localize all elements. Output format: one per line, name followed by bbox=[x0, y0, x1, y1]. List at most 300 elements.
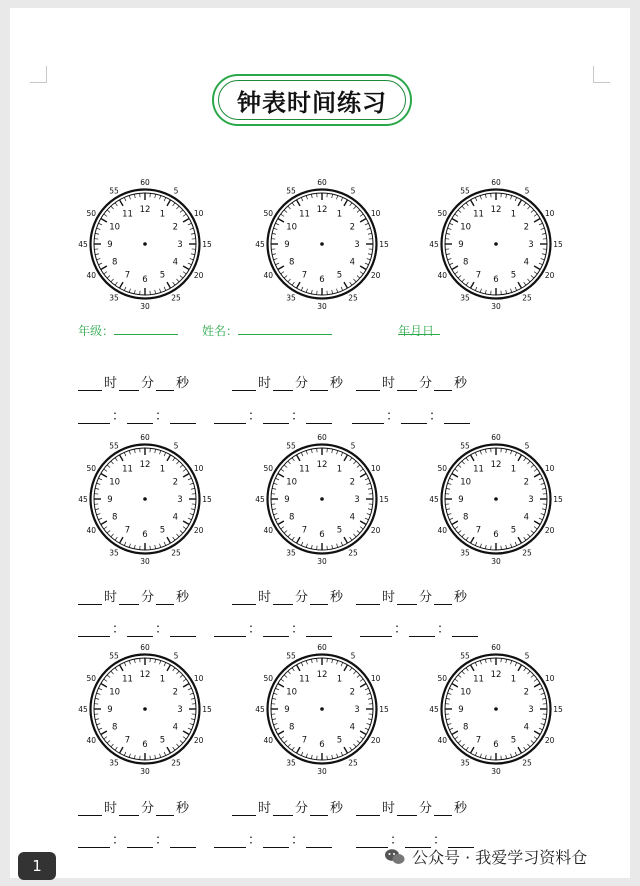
name-field bbox=[202, 322, 238, 339]
hour-label: 6 bbox=[493, 740, 499, 750]
answer-blank[interactable] bbox=[232, 590, 256, 605]
minute-label: 10 bbox=[193, 464, 204, 473]
answer-row-digital bbox=[214, 405, 332, 423]
hour-label: 11 bbox=[299, 674, 310, 685]
hour-label: 5 bbox=[159, 735, 166, 746]
minute-label: 40 bbox=[86, 526, 97, 535]
hour-label: 5 bbox=[159, 525, 166, 536]
answer-blank[interactable] bbox=[263, 622, 289, 637]
hour-label: 2 bbox=[172, 477, 179, 488]
minute-label: 15 bbox=[202, 495, 212, 504]
watermark bbox=[384, 845, 587, 868]
hour-label: 7 bbox=[301, 270, 308, 281]
hour-label: 3 bbox=[354, 495, 360, 505]
hour-label: 6 bbox=[493, 530, 499, 540]
minute-label: 15 bbox=[553, 495, 563, 504]
day-blank[interactable] bbox=[422, 322, 436, 335]
minute-label: 40 bbox=[437, 736, 448, 745]
answer-blank[interactable] bbox=[356, 590, 380, 605]
minute-label: 50 bbox=[263, 674, 274, 683]
grade-label: 年级： bbox=[78, 324, 115, 338]
minute-label: 40 bbox=[437, 271, 448, 280]
minute-label: 55 bbox=[286, 441, 296, 451]
clock-svg bbox=[78, 433, 212, 566]
answer-blank[interactable] bbox=[214, 409, 246, 424]
answer-blank[interactable] bbox=[214, 622, 246, 637]
hour-label: 8 bbox=[462, 512, 469, 523]
colon-separator: ： bbox=[390, 833, 404, 848]
minute-label: 40 bbox=[86, 271, 97, 280]
clock-center-dot bbox=[494, 707, 498, 711]
minute-label: 25 bbox=[348, 758, 358, 768]
minute-label: 25 bbox=[171, 758, 181, 768]
minute-label: 60 bbox=[491, 433, 501, 442]
hour-label: 7 bbox=[475, 270, 482, 281]
hour-label: 5 bbox=[510, 735, 517, 746]
hour-label: 10 bbox=[286, 222, 298, 233]
answer-blank[interactable] bbox=[232, 801, 256, 816]
answer-blank[interactable] bbox=[401, 409, 427, 424]
answer-blank[interactable] bbox=[356, 801, 380, 816]
minute-label: 10 bbox=[370, 464, 381, 473]
minute-label: 55 bbox=[460, 441, 470, 451]
clock-face bbox=[78, 433, 212, 566]
answer-blank[interactable] bbox=[409, 622, 435, 637]
answer-blank[interactable] bbox=[452, 622, 478, 637]
clock-face bbox=[255, 643, 389, 776]
hour-label: 11 bbox=[122, 464, 133, 475]
minute-label: 55 bbox=[109, 186, 119, 196]
hour-label: 11 bbox=[299, 464, 310, 475]
second-unit-label: 秒 bbox=[454, 801, 468, 816]
minute-label: 10 bbox=[193, 674, 204, 683]
answer-blank[interactable] bbox=[273, 801, 293, 816]
hour-label: 10 bbox=[460, 687, 472, 698]
hour-label: 9 bbox=[458, 240, 464, 250]
hour-label: 5 bbox=[510, 270, 517, 281]
answer-blank[interactable] bbox=[127, 622, 153, 637]
hour-unit-label: 时 bbox=[104, 376, 118, 391]
hour-label: 3 bbox=[177, 495, 183, 505]
minute-label: 60 bbox=[140, 643, 150, 652]
answer-blank[interactable] bbox=[352, 409, 384, 424]
minute-label: 25 bbox=[522, 758, 532, 768]
answer-blank[interactable] bbox=[397, 590, 417, 605]
colon-separator: ： bbox=[112, 833, 126, 848]
hour-label: 10 bbox=[109, 687, 121, 698]
hour-label: 4 bbox=[523, 257, 530, 268]
colon-separator: ： bbox=[155, 833, 169, 848]
hour-label: 1 bbox=[159, 464, 166, 475]
minute-label: 35 bbox=[109, 548, 119, 558]
hour-label: 6 bbox=[142, 275, 148, 285]
answer-blank[interactable] bbox=[232, 376, 256, 391]
answer-blank[interactable] bbox=[444, 409, 470, 424]
hour-label: 4 bbox=[172, 257, 179, 268]
clock-center-dot bbox=[494, 497, 498, 501]
minute-label: 15 bbox=[379, 240, 389, 249]
answer-row-hms bbox=[356, 586, 469, 604]
minute-label: 20 bbox=[544, 526, 555, 535]
hour-label: 7 bbox=[301, 735, 308, 746]
minute-label: 5 bbox=[524, 186, 530, 196]
clock-center-dot bbox=[320, 707, 324, 711]
answer-row-digital bbox=[352, 405, 470, 423]
minute-label: 30 bbox=[317, 767, 327, 776]
hour-label: 4 bbox=[523, 512, 530, 523]
minute-label: 5 bbox=[350, 186, 356, 196]
hour-label: 12 bbox=[490, 460, 502, 470]
minute-label: 25 bbox=[171, 293, 181, 303]
answer-row-digital bbox=[78, 618, 196, 636]
answer-blank[interactable] bbox=[310, 801, 328, 816]
minute-label: 10 bbox=[193, 209, 204, 218]
hour-label: 5 bbox=[510, 525, 517, 536]
answer-row-digital bbox=[214, 829, 332, 847]
clock-center-dot bbox=[143, 497, 147, 501]
answer-blank[interactable] bbox=[127, 833, 153, 848]
answer-blank[interactable] bbox=[306, 409, 332, 424]
minute-label: 30 bbox=[317, 557, 327, 566]
second-unit-label: 秒 bbox=[176, 590, 190, 605]
minute-label: 40 bbox=[437, 526, 448, 535]
hour-label: 6 bbox=[319, 530, 325, 540]
hour-label: 4 bbox=[523, 722, 530, 733]
hour-label: 5 bbox=[336, 735, 343, 746]
hour-label: 8 bbox=[462, 722, 469, 733]
answer-blank[interactable] bbox=[263, 409, 289, 424]
minute-label: 45 bbox=[255, 705, 265, 714]
minute-unit-label: 分 bbox=[419, 590, 433, 605]
hour-unit-label: 时 bbox=[258, 376, 272, 391]
hour-label: 11 bbox=[473, 209, 484, 220]
clock-svg bbox=[255, 178, 389, 311]
hour-label: 12 bbox=[139, 205, 151, 215]
hour-label: 1 bbox=[510, 464, 517, 475]
answer-row-digital bbox=[78, 405, 196, 423]
hour-unit-label: 时 bbox=[382, 376, 396, 391]
answer-blank[interactable] bbox=[78, 376, 102, 391]
colon-separator: ： bbox=[386, 409, 400, 424]
hour-label: 2 bbox=[172, 687, 179, 698]
hour-label: 4 bbox=[172, 512, 179, 523]
answer-blank[interactable] bbox=[119, 590, 139, 605]
hour-label: 10 bbox=[286, 477, 298, 488]
hour-unit-label: 时 bbox=[258, 801, 272, 816]
minute-label: 20 bbox=[193, 526, 204, 535]
minute-label: 35 bbox=[109, 758, 119, 768]
colon-separator: ： bbox=[291, 409, 305, 424]
minute-label: 55 bbox=[460, 186, 470, 196]
answer-blank[interactable] bbox=[360, 622, 392, 637]
hour-unit-label: 时 bbox=[104, 590, 118, 605]
second-unit-label: 秒 bbox=[330, 590, 344, 605]
minute-label: 40 bbox=[263, 736, 274, 745]
minute-label: 45 bbox=[78, 240, 88, 249]
hour-label: 10 bbox=[460, 477, 472, 488]
minute-label: 45 bbox=[255, 240, 265, 249]
answer-row-digital bbox=[214, 618, 332, 636]
grade-field bbox=[78, 322, 114, 339]
minute-label: 20 bbox=[544, 736, 555, 745]
minute-label: 45 bbox=[255, 495, 265, 504]
answer-blank[interactable] bbox=[434, 376, 452, 391]
minute-label: 30 bbox=[140, 767, 150, 776]
second-unit-label: 秒 bbox=[176, 376, 190, 391]
minute-label: 5 bbox=[524, 651, 530, 661]
minute-label: 10 bbox=[370, 209, 381, 218]
hour-label: 3 bbox=[354, 240, 360, 250]
minute-label: 55 bbox=[109, 441, 119, 451]
crop-mark-top-left bbox=[30, 66, 47, 83]
clock-center-dot bbox=[494, 242, 498, 246]
answer-blank[interactable] bbox=[170, 409, 196, 424]
hour-label: 11 bbox=[299, 209, 310, 220]
answer-blank[interactable] bbox=[356, 376, 380, 391]
hour-label: 6 bbox=[319, 275, 325, 285]
minute-label: 15 bbox=[202, 240, 212, 249]
colon-separator: ： bbox=[112, 409, 126, 424]
answer-blank[interactable] bbox=[78, 622, 110, 637]
answer-blank[interactable] bbox=[170, 833, 196, 848]
minute-unit-label: 分 bbox=[141, 801, 155, 816]
hour-label: 9 bbox=[284, 705, 290, 715]
minute-label: 30 bbox=[491, 767, 501, 776]
hour-label: 9 bbox=[107, 240, 113, 250]
minute-label: 20 bbox=[544, 271, 555, 280]
minute-label: 5 bbox=[350, 441, 356, 451]
grade-blank[interactable] bbox=[114, 322, 178, 335]
hour-label: 7 bbox=[124, 270, 131, 281]
answer-blank[interactable] bbox=[310, 376, 328, 391]
hour-unit-label: 时 bbox=[382, 801, 396, 816]
name-label: 姓名： bbox=[202, 324, 239, 338]
colon-separator: ： bbox=[429, 409, 443, 424]
hour-label: 8 bbox=[462, 257, 469, 268]
minute-label: 50 bbox=[86, 209, 97, 218]
second-unit-label: 秒 bbox=[330, 376, 344, 391]
minute-label: 30 bbox=[140, 302, 150, 311]
minute-label: 35 bbox=[109, 293, 119, 303]
minute-label: 60 bbox=[317, 433, 327, 442]
hour-label: 12 bbox=[490, 205, 502, 215]
answer-blank[interactable] bbox=[156, 590, 174, 605]
clock-svg bbox=[429, 643, 563, 776]
answer-blank[interactable] bbox=[119, 801, 139, 816]
hour-label: 10 bbox=[109, 477, 121, 488]
day-label: 日 bbox=[422, 324, 435, 338]
crop-mark-top-right bbox=[593, 66, 610, 83]
clock-svg bbox=[255, 643, 389, 776]
minute-label: 15 bbox=[379, 495, 389, 504]
minute-label: 60 bbox=[140, 178, 150, 187]
answer-blank[interactable] bbox=[397, 376, 417, 391]
clock-face bbox=[255, 178, 389, 311]
hour-label: 2 bbox=[172, 222, 179, 233]
hour-label: 7 bbox=[124, 735, 131, 746]
minute-label: 25 bbox=[348, 293, 358, 303]
answer-blank[interactable] bbox=[306, 833, 332, 848]
minute-unit-label: 分 bbox=[141, 590, 155, 605]
hour-label: 9 bbox=[458, 705, 464, 715]
minute-unit-label: 分 bbox=[295, 376, 309, 391]
answer-blank[interactable] bbox=[310, 590, 328, 605]
answer-blank[interactable] bbox=[156, 801, 174, 816]
hour-unit-label: 时 bbox=[104, 801, 118, 816]
page-title: 钟表时间练习 bbox=[237, 88, 387, 117]
minute-label: 40 bbox=[86, 736, 97, 745]
minute-label: 35 bbox=[286, 548, 296, 558]
minute-label: 25 bbox=[522, 293, 532, 303]
hour-label: 1 bbox=[336, 674, 343, 685]
answer-blank[interactable] bbox=[127, 409, 153, 424]
minute-label: 35 bbox=[460, 293, 470, 303]
minute-label: 15 bbox=[553, 705, 563, 714]
second-unit-label: 秒 bbox=[176, 801, 190, 816]
clock-face bbox=[78, 178, 212, 311]
hour-label: 11 bbox=[122, 674, 133, 685]
hour-label: 11 bbox=[122, 209, 133, 220]
hour-label: 2 bbox=[523, 687, 530, 698]
clock-svg bbox=[78, 643, 212, 776]
hour-label: 1 bbox=[510, 674, 517, 685]
clock-face bbox=[429, 643, 563, 776]
answer-blank[interactable] bbox=[156, 376, 174, 391]
minute-unit-label: 分 bbox=[419, 376, 433, 391]
minute-label: 20 bbox=[370, 271, 381, 280]
page-number-badge[interactable]: 1 bbox=[18, 852, 56, 880]
title-banner bbox=[212, 74, 412, 126]
hour-label: 3 bbox=[354, 705, 360, 715]
minute-label: 60 bbox=[140, 433, 150, 442]
hour-label: 8 bbox=[288, 257, 295, 268]
minute-label: 5 bbox=[173, 186, 179, 196]
hour-label: 1 bbox=[336, 464, 343, 475]
hour-label: 3 bbox=[177, 705, 183, 715]
minute-label: 55 bbox=[460, 651, 470, 661]
hour-label: 12 bbox=[316, 460, 328, 470]
hour-label: 1 bbox=[159, 674, 166, 685]
answer-row-hms bbox=[78, 586, 191, 604]
hour-label: 4 bbox=[172, 722, 179, 733]
minute-label: 35 bbox=[286, 293, 296, 303]
clock-face bbox=[255, 433, 389, 566]
answer-blank[interactable] bbox=[273, 590, 293, 605]
hour-label: 2 bbox=[523, 477, 530, 488]
hour-label: 9 bbox=[107, 495, 113, 505]
answer-blank[interactable] bbox=[263, 833, 289, 848]
answer-blank[interactable] bbox=[119, 376, 139, 391]
minute-label: 45 bbox=[78, 705, 88, 714]
hour-label: 10 bbox=[460, 222, 472, 233]
hour-label: 4 bbox=[349, 512, 356, 523]
minute-label: 25 bbox=[348, 548, 358, 558]
answer-blank[interactable] bbox=[78, 833, 110, 848]
minute-label: 40 bbox=[263, 526, 274, 535]
minute-label: 50 bbox=[263, 464, 274, 473]
hour-label: 4 bbox=[349, 257, 356, 268]
minute-label: 10 bbox=[544, 464, 555, 473]
minute-label: 60 bbox=[491, 178, 501, 187]
minute-unit-label: 分 bbox=[141, 376, 155, 391]
clock-face bbox=[429, 433, 563, 566]
hour-unit-label: 时 bbox=[382, 590, 396, 605]
minute-label: 55 bbox=[109, 651, 119, 661]
minute-label: 5 bbox=[173, 441, 179, 451]
answer-row-digital bbox=[78, 829, 196, 847]
answer-blank[interactable] bbox=[78, 590, 102, 605]
hour-label: 1 bbox=[336, 209, 343, 220]
hour-label: 11 bbox=[473, 464, 484, 475]
minute-label: 20 bbox=[370, 526, 381, 535]
answer-blank[interactable] bbox=[434, 801, 452, 816]
second-unit-label: 秒 bbox=[330, 801, 344, 816]
colon-separator: ： bbox=[291, 833, 305, 848]
minute-label: 50 bbox=[437, 464, 448, 473]
minute-label: 45 bbox=[429, 240, 439, 249]
minute-label: 60 bbox=[317, 178, 327, 187]
colon-separator: ： bbox=[155, 622, 169, 637]
colon-separator: ： bbox=[112, 622, 126, 637]
hour-label: 8 bbox=[288, 722, 295, 733]
year-label: 年 bbox=[398, 324, 411, 338]
answer-blank[interactable] bbox=[306, 622, 332, 637]
hour-label: 9 bbox=[107, 705, 113, 715]
hour-label: 7 bbox=[301, 525, 308, 536]
minute-label: 35 bbox=[460, 758, 470, 768]
minute-label: 40 bbox=[263, 271, 274, 280]
minute-label: 30 bbox=[317, 302, 327, 311]
hour-label: 12 bbox=[139, 670, 151, 680]
clock-center-dot bbox=[143, 707, 147, 711]
name-blank[interactable] bbox=[238, 322, 332, 335]
colon-separator: ： bbox=[291, 622, 305, 637]
answer-blank[interactable] bbox=[170, 622, 196, 637]
answer-row-hms bbox=[232, 586, 345, 604]
hour-label: 7 bbox=[475, 525, 482, 536]
hour-label: 4 bbox=[349, 722, 356, 733]
minute-label: 55 bbox=[286, 651, 296, 661]
minute-label: 45 bbox=[429, 495, 439, 504]
colon-separator: ： bbox=[248, 833, 262, 848]
minute-label: 30 bbox=[491, 557, 501, 566]
answer-row-hms bbox=[78, 372, 191, 390]
wechat-icon bbox=[384, 848, 406, 866]
answer-blank[interactable] bbox=[397, 801, 417, 816]
hour-label: 10 bbox=[109, 222, 121, 233]
hour-label: 3 bbox=[528, 240, 534, 250]
colon-separator: ： bbox=[248, 409, 262, 424]
minute-label: 60 bbox=[317, 643, 327, 652]
answer-blank[interactable] bbox=[273, 376, 293, 391]
answer-blank[interactable] bbox=[214, 833, 246, 848]
hour-label: 2 bbox=[349, 687, 356, 698]
hour-label: 6 bbox=[493, 275, 499, 285]
answer-row-hms bbox=[356, 372, 469, 390]
hour-label: 11 bbox=[473, 674, 484, 685]
answer-blank[interactable] bbox=[78, 801, 102, 816]
answer-blank[interactable] bbox=[434, 590, 452, 605]
minute-label: 25 bbox=[171, 548, 181, 558]
minute-label: 10 bbox=[544, 674, 555, 683]
minute-label: 50 bbox=[86, 464, 97, 473]
hour-unit-label: 时 bbox=[258, 590, 272, 605]
answer-blank[interactable] bbox=[78, 409, 110, 424]
clock-svg bbox=[78, 178, 212, 311]
answer-row-hms bbox=[232, 372, 345, 390]
clock-face bbox=[78, 643, 212, 776]
minute-label: 10 bbox=[544, 209, 555, 218]
